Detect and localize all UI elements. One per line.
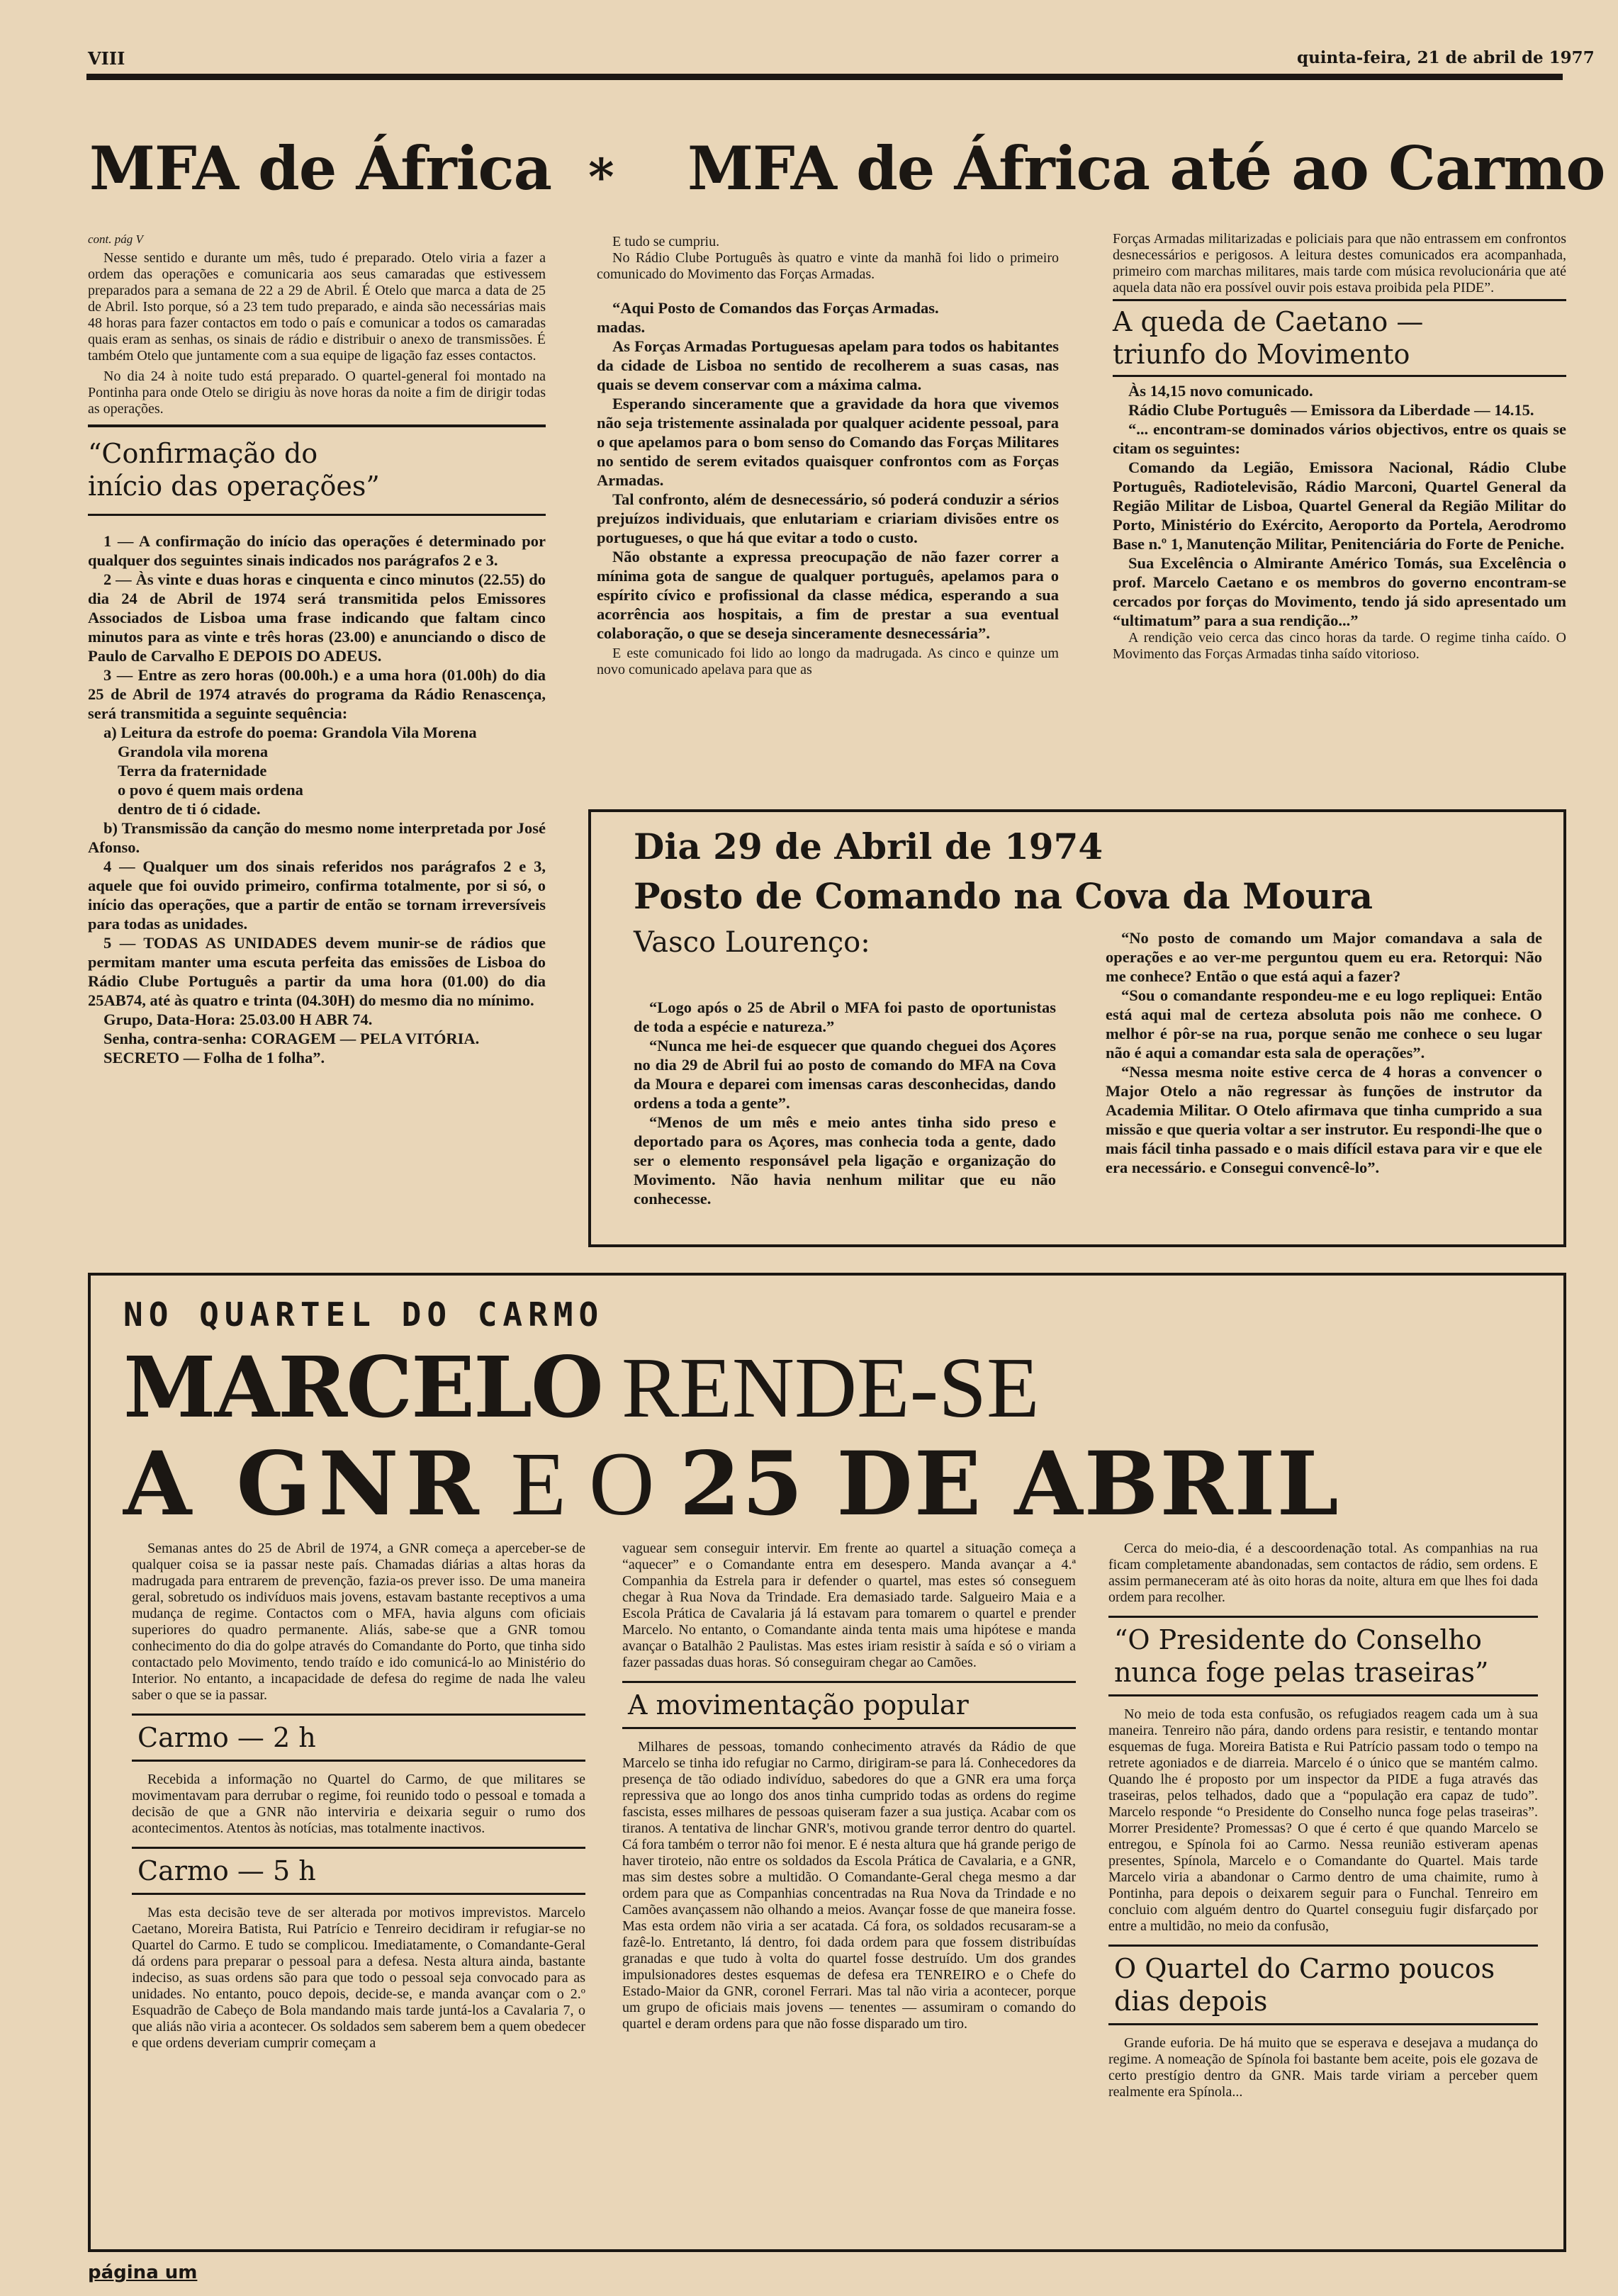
header-rule bbox=[86, 74, 1563, 80]
box1-quote: “Menos de um mês e meio antes tinha sido preso e deportado para os Açores, mas conhecia toda a gente, dado ser o elemento responsável pela ligação e organização do Movimento. Não havia nenhum militar que eu não conhecesse. bbox=[634, 1113, 1056, 1208]
box1-title-2: Posto de Comando na Cova da Moura bbox=[634, 875, 1373, 917]
communique: “Aqui Posto de Comandos das Forças Armadas. bbox=[612, 299, 939, 317]
divider bbox=[88, 514, 546, 516]
box1-quote: “Nunca me hei-de esquecer que quando cheguei dos Açores no dia 29 de Abril fui ao posto de comando do MFA na Cova da Moura e deparei com imensas caras desconhecidas, dando ordens a toda a gente”. bbox=[634, 1037, 1056, 1112]
box-quartel-do-carmo bbox=[88, 1273, 1566, 2252]
conf-item: SECRETO — Folha de 1 folha”. bbox=[103, 1049, 325, 1067]
box2-headline-gnr: A GNR bbox=[123, 1433, 486, 1536]
col3-paragraph: Rádio Clube Português — Emissora da Liberdade — 14.15. bbox=[1128, 401, 1534, 419]
conf-item: 1 — A confirmação do início das operações é determinado por qualquer dos seguintes sinais indicados nos parágrafos 2 e 3. bbox=[88, 532, 546, 569]
column-2 bbox=[597, 234, 1059, 678]
box2-column-1 bbox=[132, 1541, 585, 2052]
subheading-carmo-5h: Carmo — 5 h bbox=[137, 1855, 316, 1886]
col3-paragraph: Às 14,15 novo comunicado. bbox=[1128, 382, 1313, 400]
box1-quote: “No posto de comando um Major comandava a sala de operações e ao ver-me perguntou quem eu era. Retorqui: Não me conhece? Então o que está aqui a fazer? bbox=[1106, 929, 1542, 985]
box2-headline-date: 25 DE ABRIL bbox=[679, 1433, 1340, 1536]
box1-quote: “Logo após o 25 de Abril o MFA foi pasto de oportunistas de toda a espécie e natureza.” bbox=[634, 998, 1056, 1035]
poem-line: Grandola vila morena bbox=[118, 743, 269, 760]
box2-paragraph: Recebida a informação no Quartel do Carmo, de que militares se movimentavam para derrubar o regime, foi reunido todo o pessoal e tomada a decisão de que a GNR não interviria e deixaria seguir o rumo dos acontecimentos. Atentos às notícias, mas totalmente inactivos. bbox=[132, 1772, 585, 1836]
issue-date: quinta-feira, 21 de abril de 1977 bbox=[1297, 48, 1595, 67]
column-1 bbox=[88, 231, 546, 1067]
box2-paragraph: Milhares de pessoas, tomando conhecimento através da Rádio de que Marcelo se tinha ido refugiar no Carmo, dirigiram-se para lá. Conhecedores da presença de tão odiado indivíduo, sabedores do que a GNR era uma força repressiva que ao longo dos anos tinha cumprido todas as ordens do regime fascista, esses milhares de pessoas quiseram fazer a sua justiça. Acabar com os tiranos. A tentativa de linchar GNR's, motivou grande terror dentro do quartel. Cá fora também o terror não foi menor. E é nesta altura que há grande perigo de haver tiroteio, não entre os soldados da Escola Prática de Cavalaria, e a GNR, mas sim destes sobre a multidão. O Comandante-Geral chega mesmo a dar ordem para que as Companhias concentradas na Rua Nova da Trindade e no Camões avançassem não olhando a meios. Avançar fosse de que maneira fosse. Mas esta ordem não viria a ser acatada. Cá fora, os soldados recusaram-se a fazê-lo. Entretanto, lá dentro, foi dada ordem para que fossem distribuídas granadas e que tudo à volta do quartel fosse destruído. Um dos grandes impulsionadores destes esquemas de defesa era TENREIRO e o Chefe do Estado-Maior da GNR, coronel Ferrari. Mas tal não viria a acontecer, porque um grupo de oficiais mais jovens — tenentes — assumiram o comando do quartel e deram ordens para que não fosse disparado um tiro. bbox=[622, 1739, 1076, 2032]
communique: madas. bbox=[597, 318, 646, 336]
continuation-note: cont. pág V bbox=[88, 232, 143, 246]
conf-item: 3 — Entre as zero horas (00.00h.) e a uma hora (01.00h) do dia 25 de Abril de 1974 através do programa da Rádio Renascença, será transmitida a seguinte sequência: bbox=[88, 666, 546, 722]
section-heading-queda: A queda de Caetano — triunfo do Movimento bbox=[1113, 306, 1424, 370]
subheading-presidente: “O Presidente do Conselho nunca foge pelas traseiras” bbox=[1114, 1624, 1489, 1688]
col2-paragraph: No Rádio Clube Português às quatro e vinte da manhã foi lido o primeiro comunicado do Movimento das Forças Armadas. bbox=[597, 250, 1059, 282]
headline-right: MFA de África até ao Carmo bbox=[687, 133, 1605, 203]
box2-paragraph: Cerca do meio-dia, é a descoordenação total. As companhias na rua ficam completamente abandonadas, sem contactos de rádio, sem ordens. E assim permaneceram até às oito horas da noite, altura em que lhes foi dada ordem para recolher. bbox=[1108, 1541, 1538, 1605]
box2-paragraph: No meio de toda esta confusão, os refugiados reagem cada um à sua maneira. Tenreiro não pára, dando ordens para resistir, e tentando montar esquemas de fuga. Moreira Batista e Rui Patrício passam todo o tempo na retrete agoniados e de diarreia. Marcelo é o único que se mantém calmo. Quando lhe é proposto por um inspector da PIDE a fuga através das traseiras, pelos telhados, dado que a “população era capaz de tudo”. Marcelo responde “o Presidente do Conselho nunca foge pelas traseiras”. Morrer Presidente? Promessas? O que é certo é que quando Marcelo se entregou, e Spínola foi ao Carmo. Nessa reunião estiveram apenas presentes, Spínola, Marcelo e o Comandante do Quartel. Mais tarde Marcelo viria a abandonar o Carmo dentro de uma chaimite, rumo à Pontinha, para depois o deixarem seguir para o Funchal. Tenreiro em concluio com alguém dentro do Quartel conseguiu fugir disfarçado por entre a multidão, no meio da confusão, bbox=[1108, 1706, 1538, 1934]
divider bbox=[132, 1760, 585, 1762]
headline-star: * bbox=[588, 147, 614, 206]
conf-item: Senha, contra-senha: CORAGEM — PELA VITÓRIA. bbox=[103, 1030, 480, 1047]
column-3 bbox=[1113, 231, 1566, 663]
box2-paragraph: Mas esta decisão teve de ser alterada por motivos imprevistos. Marcelo Caetano, Moreira Batista, Rui Patrício e Tenreiro decidiram ir refugiar-se no Quartel do Carmo. E tudo se complicou. Imediatamente, o Comandante-Geral dá ordens para preparar o pessoal para a defesa. Nesta altura ainda, bastante indeciso, as suas ordens são para que todo o pessoal seja convocado para as unidades. No entanto, pouco depois, decide-se, e manda avançar com o 2.º Esquadrão de Cabeço de Bola mandando mais tarde juntá-los a Cavalaria 7, o que aliás não viria a acontecer. Os soldados sem saberem bem a quem obedecer e que ordens deveriam cumprir começam a bbox=[132, 1905, 585, 2051]
communique: As Forças Armadas Portuguesas apelam para todos os habitantes da cidade de Lisboa no sentido de recolherem a suas casas, nas quais se devem conservar com a máxima calma. bbox=[597, 337, 1059, 393]
communique: Esperando sinceramente que a gravidade da hora que vivemos não seja tristemente assinalada por qualquer acidente pessoal, para o que apelamos para o bom senso do Comando das Forças Militares no sentido de serem evitados quaisquer confrontos com as Forças Armadas. bbox=[597, 395, 1059, 489]
subheading-movimentacao: A movimentação popular bbox=[628, 1689, 969, 1721]
col1-paragraph: No dia 24 à noite tudo está preparado. O quartel-general foi montado na Pontinha para onde Otelo se dirigiu às nove horas da noite a fim de dirigir todas as operações. bbox=[88, 368, 546, 417]
page-number: VIII bbox=[88, 48, 125, 69]
divider bbox=[132, 1893, 585, 1895]
divider bbox=[622, 1681, 1076, 1683]
section-heading-confirmacao: “Confirmação do início das operações” bbox=[88, 438, 380, 502]
subheading-carmo-2h: Carmo — 2 h bbox=[137, 1722, 316, 1753]
col2-paragraph: E este comunicado foi lido ao longo da madrugada. As cinco e quinze um novo comunicado apelava para que as bbox=[597, 646, 1059, 677]
divider bbox=[1108, 2023, 1538, 2025]
box2-headline-eo: E O bbox=[510, 1434, 655, 1534]
box2-column-2 bbox=[622, 1541, 1076, 2032]
conf-item: Grupo, Data-Hora: 25.03.00 H ABR 74. bbox=[103, 1011, 373, 1028]
divider bbox=[1108, 1694, 1538, 1696]
col3-paragraph: A rendição veio cerca das cinco horas da tarde. O regime tinha caído. O Movimento das Forças Armadas tinha saído vitorioso. bbox=[1113, 630, 1566, 662]
box1-author: Vasco Lourenço: bbox=[634, 926, 870, 959]
divider bbox=[622, 1727, 1076, 1729]
poem-line: Terra da fraternidade bbox=[118, 762, 267, 780]
box-cova-da-moura bbox=[588, 809, 1566, 1247]
conf-item: b) Transmissão da canção do mesmo nome interpretada por José Afonso. bbox=[88, 819, 546, 856]
col2-paragraph: E tudo se cumpriu. bbox=[612, 234, 720, 249]
footer-label: página um bbox=[88, 2262, 198, 2283]
box2-paragraph: Grande euforia. De há muito que se esperava e desejava a mudança do regime. A nomeação de Spínola foi bastante bem aceite, pois ele gozava de certo prestígio dentro da GNR. Mais tarde viriam a perceber quem realmente era Spínola... bbox=[1108, 2035, 1538, 2100]
box2-column-3 bbox=[1108, 1541, 1538, 2100]
subheading-quartel-dias-depois: O Quartel do Carmo poucos dias depois bbox=[1114, 1953, 1495, 2017]
box1-title-1: Dia 29 de Abril de 1974 bbox=[634, 826, 1103, 867]
box2-headline-rende: RENDE-SE bbox=[621, 1340, 1040, 1436]
divider bbox=[1108, 1616, 1538, 1618]
divider bbox=[132, 1847, 585, 1849]
divider bbox=[1113, 375, 1566, 377]
box2-headline-marcelo: MARCELO bbox=[123, 1338, 602, 1436]
conf-item: 4 — Qualquer um dos sinais referidos nos parágrafos 2 e 3, aquele que foi ouvido primeiro, confirma totalmente, por si só, o início das operações, que a partir de então se tornam irreversíveis para todas as unidades. bbox=[88, 857, 546, 933]
poem-line: o povo é quem mais ordena bbox=[118, 781, 303, 799]
col3-paragraph: Forças Armadas militarizadas e policiais para que não entrassem em confrontos desnecessários e perigosos. A leitura destes comunicados era acompanhada, primeiro com marchas militares, mais tarde com música revolucionária que até aquela data não era possível ouvir pois estava proibida pela PIDE”. bbox=[1113, 231, 1566, 296]
box2-kicker: NO QUARTEL DO CARMO bbox=[123, 1295, 605, 1334]
divider bbox=[1108, 1945, 1538, 1947]
col3-paragraph: Comando da Legião, Emissora Nacional, Rádio Clube Português, Radiotelevisão, Rádio Marconi, Quartel General da Região Militar de Lisboa, Quartel General da Região Militar do Porto, Ministério do Exército, Aeroporto da Portela, Aerodromo Base n.º 1, Manutenção Militar, Penitenciária do Forte de Peniche. bbox=[1113, 458, 1566, 553]
communique: Tal confronto, além de desnecessário, só poderá conduzir a sérios prejuízos individuais, que enlutariam e criariam divisões entre os portugueses, o que há que evitar a todo o custo. bbox=[597, 490, 1059, 546]
col3-paragraph: “... encontram-se dominados vários objectivos, entre os quais se citam os seguintes: bbox=[1113, 420, 1566, 457]
poem-line: dentro de ti ó cidade. bbox=[118, 800, 261, 818]
communique: Não obstante a expressa preocupação de não fazer correr a mínima gota de sangue de qualquer português, apelamos para o espírito cívico e profissional da classe médica, esperando a sua acorrência aos hospitais, a fim de prestar a sua eventual colaboração, o que se deseja sinceramente desnecessária”. bbox=[597, 548, 1059, 642]
col3-paragraph: Sua Excelência o Almirante Américo Tomás, sua Excelência o prof. Marcelo Caetano e os membros do governo encontram-se cercados por forças do Movimento, tendo já sido apresentado um “ultimatum” para a sua rendição...” bbox=[1113, 554, 1566, 629]
col1-paragraph: Nesse sentido e durante um mês, tudo é preparado. Otelo viria a fazer a ordem das operações e comunicaria aos seus camaradas que estivessem preparados para a semana de 22 a 29 de Abril. É Otelo que marca a data de 25 de Abril. Isto porque, só a 23 tem tudo preparado, e ainda são necessárias mais 48 horas para fazer contactos em todo o país e comunicar a todos os camaradas quais eram as senhas, os sinais de rádio e distribuir o anexo de transmissões. É também Otelo que juntamente com a sua equipe de ligação faz esses contactos. bbox=[88, 250, 546, 364]
conf-item: 2 — Às vinte e duas horas e cinquenta e cinco minutos (22.55) do dia 24 de Abril de 1974 será transmitida pelos Emissores Associados de Lisboa uma frase indicando que faltam cinco minutos para as vinte e três horas (23.00) e anunciando o disco de Paulo de Carvalho E DEPOIS DO ADEUS. bbox=[88, 570, 546, 665]
divider bbox=[1113, 299, 1566, 301]
box2-paragraph: vaguear sem conseguir intervir. Em frente ao quartel a situação começa a “aquecer” e o Comandante entra em desespero. Manda avançar a 4.ª Companhia da Estrela para ir defender o quartel, mas estes só conseguem chegar à Rua Nova da Trindade. Era demasiado tarde. Salgueiro Maia e a Escola Prática de Cavalaria já lá estavam para tomarem o quartel e prender Marcelo. No entanto, o Comandante ainda tenta mais uma hipótese e manda avançar o Batalhão 2 Paulistas. Mas estes iriam resistir à saída e só o viriam a fazer passadas duas horas. Só conseguiram chegar ao Camões. bbox=[622, 1541, 1076, 1670]
box2-paragraph: Semanas antes do 25 de Abril de 1974, a GNR começa a aperceber-se de qualquer coisa se ia passar neste país. Chamadas diárias a altas horas da madrugada para entrarem de prevenção, fazia-os prever isso. De uma maneira geral, sobretudo os indivíduos mais jovens, estavam bastante receptivos a uma mudança de regime. Contactos com o MFA, havia alguns com oficiais superiores do quadro permanente. Aliás, sabe-se que a GNR tomou conhecimento do dia do golpe através do Comandante do Porto, que tinha sido contactado pelo Movimento, tendo traído e ido comunicá-lo ao Ministério do Interior. No entanto, a incapacidade de defesa do regime de nada lhe valeu saber o que se ia passar. bbox=[132, 1541, 585, 1703]
divider bbox=[88, 424, 546, 427]
headline-left: MFA de África bbox=[89, 133, 552, 203]
box1-quote: “Sou o comandante respondeu-me e eu logo repliquei: Então está aqui mal de certeza absoluta pois não me conhece. O melhor é pôr-se na rua, porque senão me conhece o seu lugar não é aqui a comandar esta sala de operações”. bbox=[1106, 986, 1542, 1062]
conf-item: a) Leitura da estrofe do poema: Grandola Vila Morena bbox=[103, 724, 477, 741]
conf-item: 5 — TODAS AS UNIDADES devem munir-se de rádios que permitam manter uma escuta perfeita das emissões de Lisboa do Rádio Clube Português a partir da uma hora (01.00) do dia 25AB74, até às quatro e trinta (04.30H) do mesmo dia no mínimo. bbox=[88, 934, 546, 1009]
box1-quote: “Nessa mesma noite estive cerca de 4 horas a convencer o Major Otelo a não regressar às funções de instrutor da Academia Militar. O Otelo afirmava que tinha cumprido a sua missão e que queria voltar a ser instrutor. Eu respondi-lhe que o mais fácil tinha passado e o mais difícil estava para vir e que ele era necessário. e Consegui convencê-lo”. bbox=[1106, 1063, 1542, 1176]
divider bbox=[132, 1713, 585, 1716]
